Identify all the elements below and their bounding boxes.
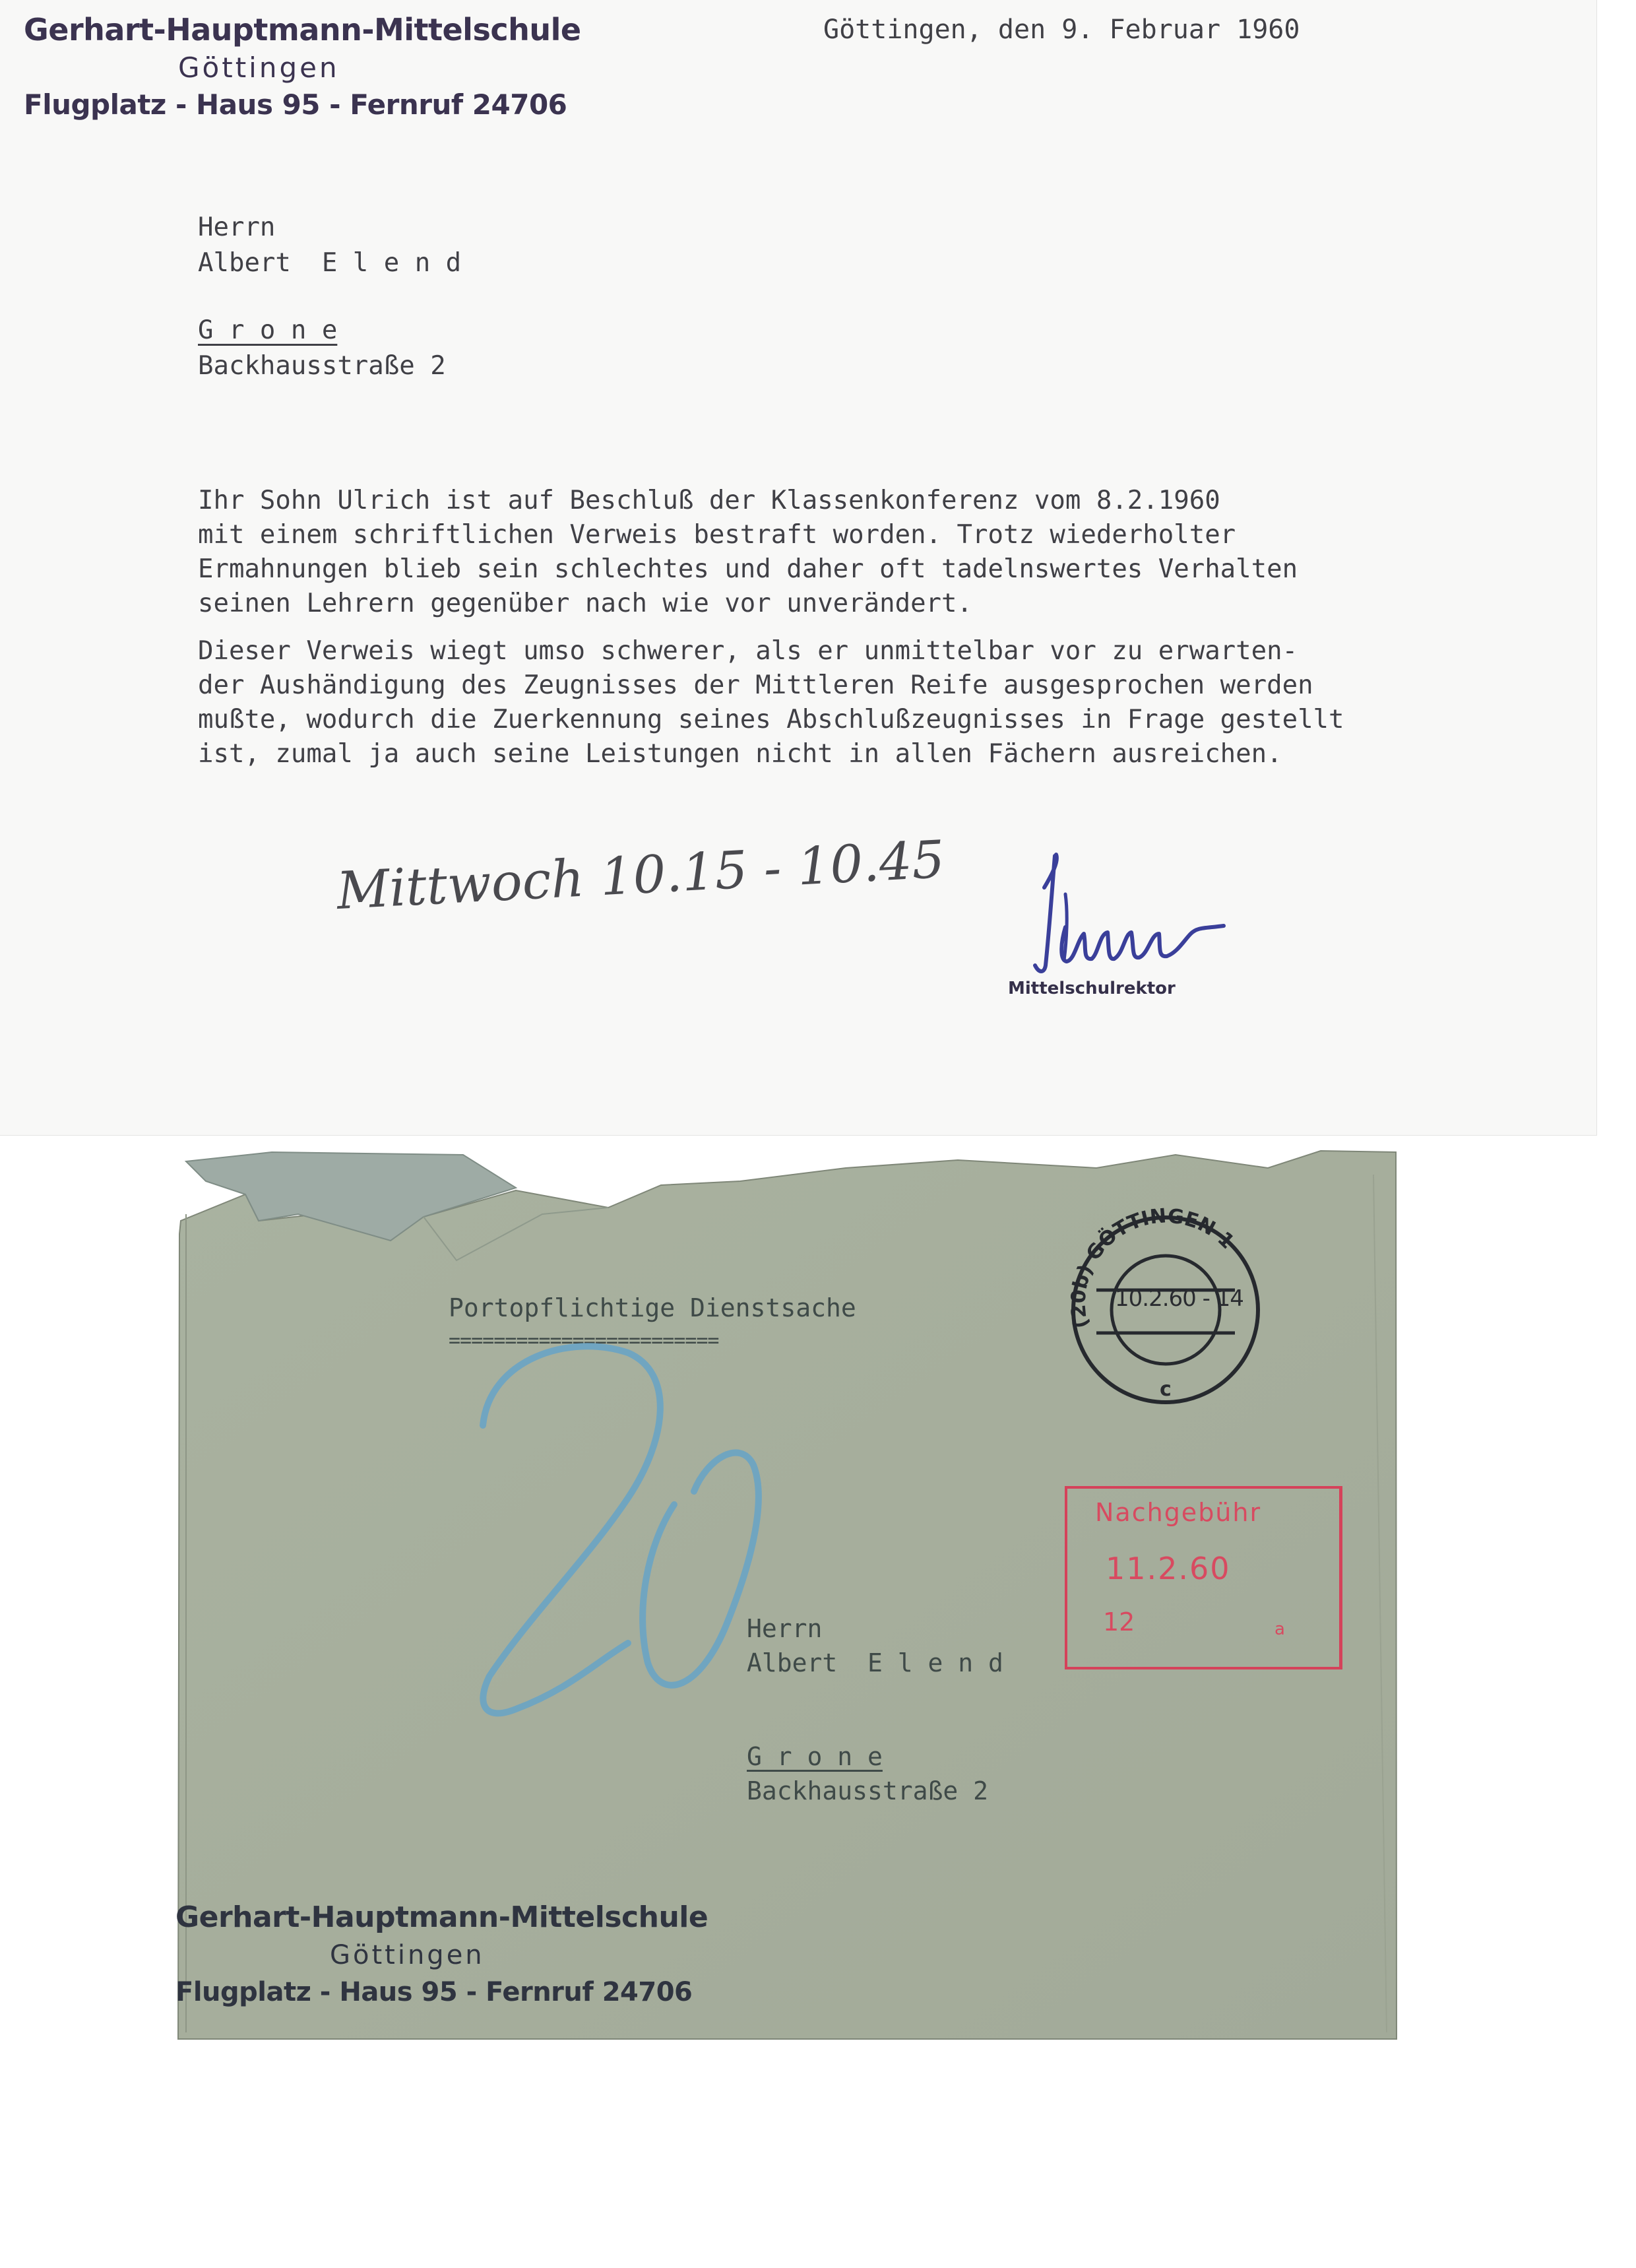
- letterhead-address: Flugplatz - Haus 95 - Fernruf 24706: [24, 88, 567, 121]
- handwritten-note: Mittwoch 10.15 - 10.45: [335, 829, 947, 922]
- paragraph-line: der Aushändigung des Zeugnisses der Mittleren Reife ausgesprochen werden: [198, 670, 1313, 700]
- paragraph-line: ist, zumal ja auch seine Leistungen nicht in allen Fächern ausreichen.: [198, 739, 1282, 769]
- letter-paragraph-1: [198, 484, 1491, 621]
- postage-due-date: 11.2.60: [1106, 1551, 1231, 1586]
- postage-due-suffix: a: [1274, 1619, 1285, 1639]
- recipient-salutation: Herrn: [198, 212, 276, 242]
- letterhead-school-name: Gerhart-Hauptmann-Mittelschule: [24, 12, 581, 48]
- official-business-rule: ========================: [449, 1329, 719, 1352]
- signature-title: Mittelschulrektor: [1008, 979, 1176, 998]
- official-business-note: Portopflichtige Dienstsache: [449, 1293, 856, 1322]
- envelope-recipient-salutation: Herrn: [747, 1614, 823, 1643]
- envelope-recipient-name: Albert E l e n d: [747, 1648, 1003, 1677]
- envelope: [146, 1148, 1399, 2042]
- paragraph-line: seinen Lehrern gegenüber nach wie vor unverändert.: [198, 589, 972, 618]
- paragraph-line: mit einem schriftlichen Verweis bestraft worden. Trotz wiederholter: [198, 520, 1236, 550]
- recipient-street: Backhausstraße 2: [198, 351, 446, 381]
- handwritten-figure-20: [476, 1333, 846, 1755]
- postmark-place: (20b) GÖTTINGEN 1: [1067, 1204, 1239, 1331]
- letter-date: Göttingen, den 9. Februar 1960: [823, 15, 1300, 45]
- envelope-sender-name: Gerhart-Hauptmann-Mittelschule: [175, 1900, 708, 1934]
- postage-due-number: 12: [1103, 1607, 1135, 1636]
- envelope-recipient-city: G r o n e: [747, 1742, 883, 1771]
- paragraph-line: Dieser Verweis wiegt umso schwerer, als er unmittelbar vor zu erwarten-: [198, 636, 1298, 666]
- paragraph-line: Ermahnungen blieb sein schlechtes und daher oft tadelnswertes Verhalten: [198, 554, 1298, 584]
- recipient-city: G r o n e: [198, 315, 338, 345]
- letter-sheet: [0, 0, 1596, 1135]
- paragraph-line: mußte, wodurch die Zuerkennung seines Abschlußzeugnisses in Frage gestellt: [198, 705, 1344, 734]
- envelope-recipient-street: Backhausstraße 2: [747, 1776, 989, 1805]
- paragraph-line: Ihr Sohn Ulrich ist auf Beschluß der Klassenkonferenz vom 8.2.1960: [198, 486, 1220, 515]
- signature-scribble: [1026, 848, 1250, 987]
- letterhead-city: Göttingen: [178, 51, 340, 84]
- postage-due-title: Nachgebühr: [1095, 1498, 1262, 1527]
- postmark-letter: c: [1160, 1378, 1172, 1401]
- postmark-date: 10.2.60 - 14: [1115, 1285, 1243, 1312]
- envelope-sender-city: Göttingen: [330, 1940, 485, 1970]
- letter-paragraph-2: [198, 634, 1491, 771]
- envelope-sender-address: Flugplatz - Haus 95 - Fernruf 24706: [175, 1977, 693, 2007]
- recipient-name: Albert E l e n d: [198, 248, 462, 278]
